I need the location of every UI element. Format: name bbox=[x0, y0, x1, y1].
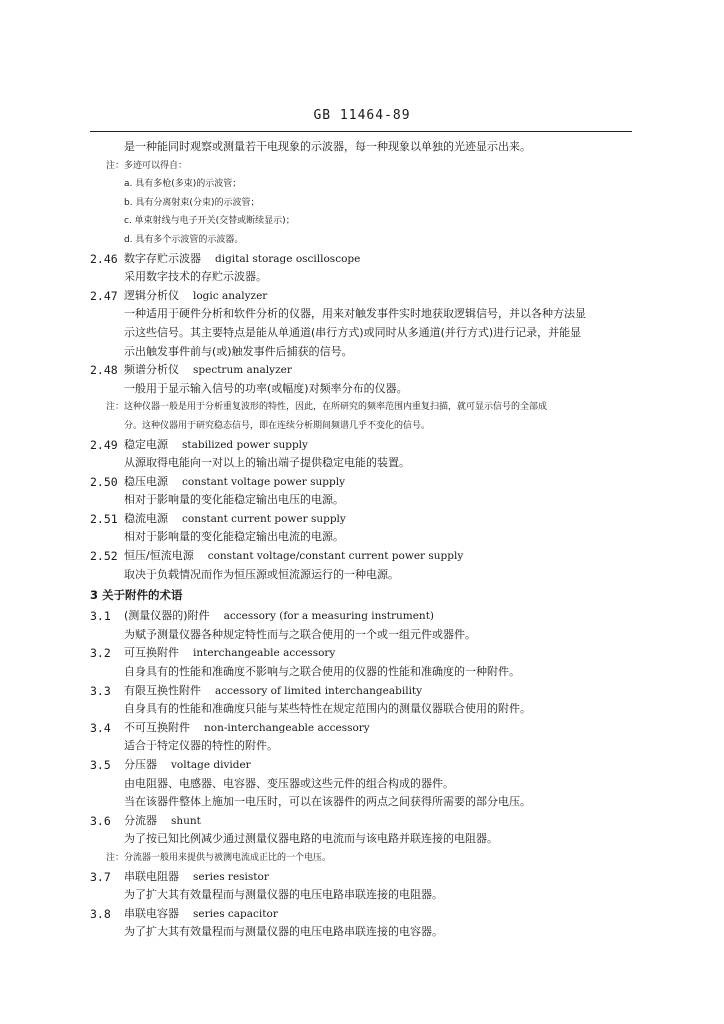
note-text: 注：多迹可以得自： bbox=[106, 160, 188, 171]
term-english: series resistor bbox=[193, 870, 269, 883]
section-line bbox=[0, 584, 724, 607]
term-number: 2.46 bbox=[90, 251, 118, 266]
definition-text: 相对于影响量的变化能稳定输出电压的电源。 bbox=[124, 493, 344, 507]
term-english: digital storage oscilloscope bbox=[215, 252, 361, 265]
term-chinese: 数字存贮示波器 bbox=[124, 251, 201, 265]
header-rule bbox=[90, 131, 632, 132]
term-entry bbox=[124, 682, 422, 701]
term-chinese: 稳定电源 bbox=[124, 437, 168, 451]
term-line bbox=[0, 719, 724, 738]
term-number: 2.49 bbox=[90, 437, 118, 452]
term-chinese: 稳流电源 bbox=[124, 511, 168, 525]
definition-text: 取决于负载情况而作为恒压源或恒流源运行的一种电源。 bbox=[124, 567, 399, 581]
term-line bbox=[0, 361, 724, 380]
definition-line bbox=[0, 626, 724, 645]
definition-line bbox=[0, 268, 724, 287]
term-number: 2.50 bbox=[90, 474, 118, 489]
definition-line bbox=[0, 138, 724, 157]
term-entry bbox=[124, 719, 370, 738]
term-entry bbox=[124, 287, 267, 306]
definition-line bbox=[0, 737, 724, 756]
term-english: non-interchangeable accessory bbox=[204, 721, 370, 734]
term-english: constant voltage power supply bbox=[182, 475, 346, 488]
term-number: 3.2 bbox=[90, 646, 111, 661]
note-item: a. 具有多枪(多束)的示波管； bbox=[124, 179, 242, 190]
term-number: 3.4 bbox=[90, 720, 111, 735]
term-line bbox=[0, 547, 724, 566]
definition-line bbox=[0, 775, 724, 794]
term-english: voltage divider bbox=[171, 759, 251, 771]
term-line bbox=[0, 510, 724, 529]
term-entry bbox=[124, 812, 201, 831]
note-line bbox=[0, 849, 724, 868]
term-entry bbox=[124, 510, 346, 529]
term-english: accessory of limited interchangeability bbox=[215, 684, 423, 697]
definition-text: 自身具有的性能和准确度只能与某些特性在规定范围内的测量仪器联合使用的附件。 bbox=[124, 702, 531, 716]
term-entry bbox=[124, 607, 434, 626]
term-chinese: 分压器 bbox=[124, 758, 157, 771]
term-chinese: 逻辑分析仪 bbox=[124, 288, 179, 302]
definition-line bbox=[0, 700, 724, 719]
definition-text: 为了扩大其有效量程而与测量仪器的电压电路串联连接的电容器。 bbox=[124, 925, 443, 939]
definition-line bbox=[0, 923, 724, 942]
note-item: c. 单束射线与电子开关(交替或断续显示)； bbox=[124, 216, 295, 227]
term-entry bbox=[124, 547, 463, 566]
term-chinese: 稳压电源 bbox=[124, 474, 168, 488]
definition-text: 由电阻器、电感器、电容器、变压器或这些元件的组合构成的器件。 bbox=[124, 776, 454, 790]
definition-text: 当在该器件整体上施加一电压时，可以在该器件的两点之间获得所需要的部分电压。 bbox=[124, 795, 531, 809]
term-entry bbox=[124, 905, 278, 924]
term-chinese: 串联电阻器 bbox=[124, 869, 179, 883]
term-line bbox=[0, 250, 724, 269]
term-english: constant current power supply bbox=[182, 512, 346, 525]
term-line bbox=[0, 287, 724, 306]
definition-line bbox=[0, 566, 724, 585]
term-number: 3.6 bbox=[90, 813, 111, 828]
term-line bbox=[0, 644, 724, 663]
term-english: logic analyzer bbox=[193, 289, 268, 302]
definition-text: 为赋予测量仪器各种规定特性而与之联合使用的一个或一组元件或器件。 bbox=[124, 627, 476, 641]
note-continuation: 分。这种仪器用于研究稳态信号，即在连续分析期间频谱几乎不变化的信号。 bbox=[124, 420, 431, 431]
definition-text: 示出触发事件前与(或)触发事件后捕获的信号。 bbox=[124, 344, 353, 358]
term-entry bbox=[124, 644, 335, 663]
term-english: interchangeable accessory bbox=[193, 647, 336, 660]
term-chinese: 不可互换附件 bbox=[124, 720, 190, 734]
note-item: b. 具有分离射束(分束)的示波管； bbox=[124, 197, 260, 208]
definition-text: 适合于特定仪器的特性的附件。 bbox=[124, 739, 278, 753]
note-item: d. 具有多个示波管的示波器。 bbox=[124, 234, 244, 245]
note-text: 注：这种仪器一般是用于分析重复波形的特性，因此，在所研究的频率范围内重复扫描，就可显示信号的全部成 bbox=[106, 402, 548, 413]
note-line bbox=[0, 157, 724, 176]
term-english: spectrum analyzer bbox=[193, 364, 292, 377]
term-chinese: 频谱分析仪 bbox=[124, 363, 179, 377]
term-english: constant voltage/constant current power supply bbox=[207, 550, 464, 563]
term-entry bbox=[124, 436, 308, 455]
definition-line bbox=[0, 324, 724, 343]
term-line bbox=[0, 812, 724, 831]
term-line bbox=[0, 607, 724, 626]
term-number: 3.7 bbox=[90, 869, 111, 884]
term-line bbox=[0, 473, 724, 492]
term-chinese: 恒压/恒流电源 bbox=[124, 549, 194, 563]
term-number: 3.8 bbox=[90, 906, 111, 921]
note-line bbox=[0, 398, 724, 417]
definition-line bbox=[0, 886, 724, 905]
definition-line bbox=[0, 528, 724, 547]
term-number: 2.52 bbox=[90, 549, 118, 564]
definition-text: 相对于影响量的变化能稳定输出电流的电源。 bbox=[124, 530, 344, 544]
definition-text: 是一种能同时观察或测量若干电现象的示波器，每一种现象以单独的光迹显示出来。 bbox=[124, 140, 531, 153]
term-number: 3.3 bbox=[90, 683, 111, 698]
term-english: stabilized power supply bbox=[182, 438, 308, 451]
term-line bbox=[0, 436, 724, 455]
page-header: GB 11464-89 bbox=[313, 108, 411, 123]
term-number: 3.1 bbox=[90, 609, 111, 624]
definition-line bbox=[0, 663, 724, 682]
term-chinese: 串联电容器 bbox=[124, 906, 179, 920]
term-chinese: 分流器 bbox=[124, 813, 157, 827]
term-number: 2.48 bbox=[90, 363, 118, 378]
document-body bbox=[0, 138, 724, 942]
term-entry bbox=[124, 756, 251, 775]
definition-text: 一般用于显示输入信号的功率(或幅度)对频率分布的仪器。 bbox=[124, 381, 408, 395]
term-line bbox=[0, 868, 724, 887]
definition-text: 从源取得电能向一对以上的输出端子提供稳定电能的装置。 bbox=[124, 456, 410, 470]
section-title: 3 关于附件的术语 bbox=[90, 588, 183, 603]
note-continuation-line bbox=[0, 417, 724, 436]
term-chinese: 有限互换性附件 bbox=[124, 683, 201, 697]
definition-text: 采用数字技术的存贮示波器。 bbox=[124, 270, 267, 284]
term-line bbox=[0, 905, 724, 924]
definition-text: 自身具有的性能和准确度不影响与之联合使用的仪器的性能和准确度的一种附件。 bbox=[124, 665, 520, 679]
term-chinese: (测量仪器的)附件 bbox=[124, 609, 210, 623]
term-entry bbox=[124, 361, 292, 380]
term-entry bbox=[124, 473, 345, 492]
note-item-line bbox=[0, 194, 724, 213]
definition-line bbox=[0, 454, 724, 473]
term-number: 3.5 bbox=[90, 758, 111, 772]
term-number: 2.51 bbox=[90, 511, 118, 526]
term-number: 2.47 bbox=[90, 288, 118, 303]
note-text: 注：分流器一般用来提供与被测电流成正比的一个电压。 bbox=[106, 852, 332, 863]
note-item-line bbox=[0, 231, 724, 250]
definition-line bbox=[0, 343, 724, 362]
definition-line bbox=[0, 380, 724, 399]
term-line bbox=[0, 682, 724, 701]
term-entry bbox=[124, 868, 269, 887]
definition-text: 示这些信号。其主要特点是能从单通道(串行方式)或同时从多通道(并行方式)进行记录，并能显 bbox=[124, 325, 582, 339]
term-entry bbox=[124, 250, 360, 269]
term-english: shunt bbox=[171, 814, 201, 827]
definition-text: 一种适用于硬件分析和软件分析的仪器，用来对触发事件实时地获取逻辑信号，并以各种方法显 bbox=[124, 307, 586, 321]
term-line bbox=[0, 756, 724, 775]
definition-text: 为了扩大其有效量程而与测量仪器的电压电路串联连接的电阻器。 bbox=[124, 888, 443, 902]
term-english: accessory (for a measuring instrument) bbox=[223, 610, 435, 623]
definition-line bbox=[0, 830, 724, 849]
term-english: series capacitor bbox=[193, 907, 278, 920]
note-item-line bbox=[0, 175, 724, 194]
definition-line bbox=[0, 305, 724, 324]
definition-line bbox=[0, 793, 724, 812]
definition-text: 为了按已知比例减少通过测量仪器电路的电流而与该电路并联连接的电阻器。 bbox=[124, 832, 498, 846]
term-chinese: 可互换附件 bbox=[124, 646, 179, 660]
note-item-line bbox=[0, 212, 724, 231]
definition-line bbox=[0, 491, 724, 510]
